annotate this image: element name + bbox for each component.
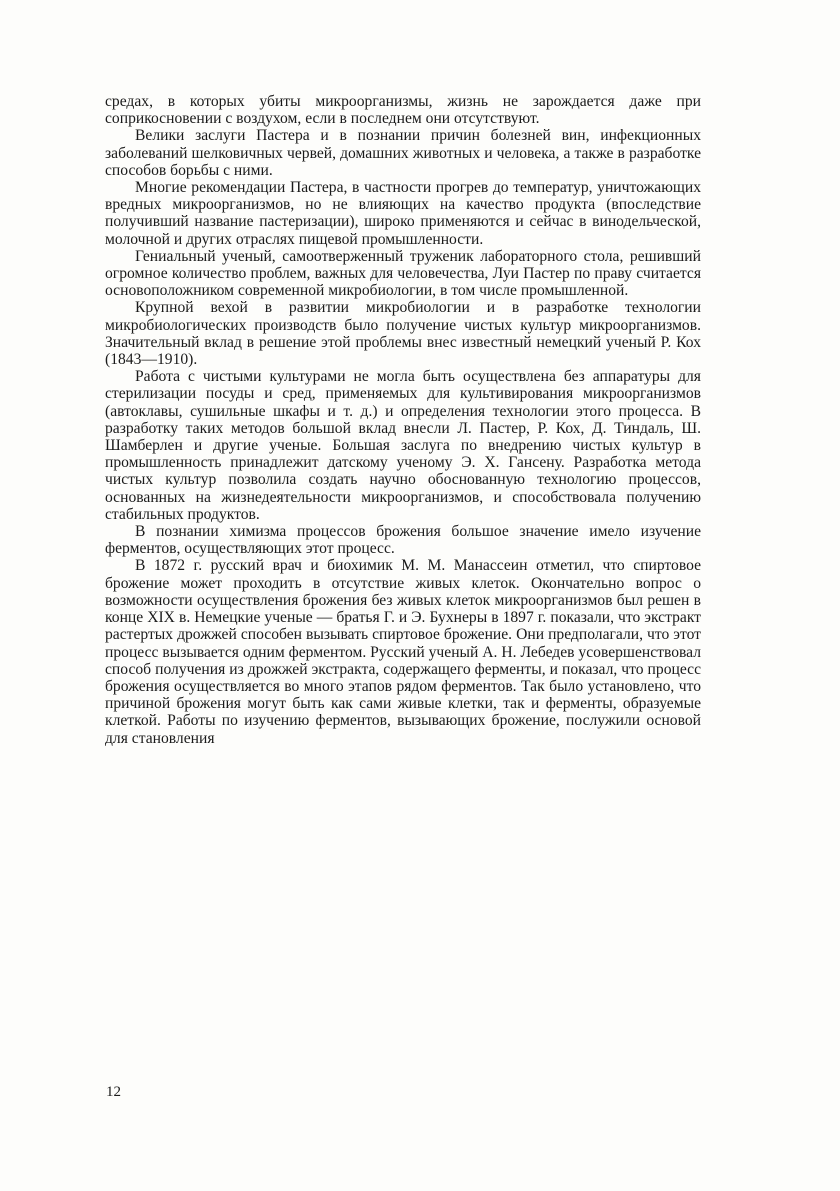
paragraph-continued: средах, в которых убиты микроорганизмы, жизнь не зарождается даже при соприкосновении с воздухом, если в последнем они отсутствуют. [105, 93, 701, 128]
paragraph-fermentation-history: В 1872 г. русский врач и биохимик М. М. Манассеин отметил, что спиртовое брожение может проходить в отсутствие живых клеток. Окончательно вопрос о возможности осуществления брожения без живых клеток микроорганизмов был решен в конце XIX в. Немецкие ученые — братья Г. и Э. Бухнеры в 1897 г. показали, что экстракт растертых дрожжей способен вызывать спиртовое брожение. Они предполагали, что этот процесс вызывается одним ферментом. Русский ученый А. Н. Лебедев усовершенствовал способ получения из дрожжей экстракта, содержащего ферменты, и показал, что процесс брожения осуществляется во много этапов рядом ферментов. Так было установлено, что причиной брожения могут быть как сами живые клетки, так и ферменты, образуемые клеткой. Работы по изучению ферментов, вызывающих брожение, послужили основой для становления [105, 557, 701, 747]
paragraph-pasteur-diseases: Велики заслуги Пастера и в познании причин болезней вин, инфекционных заболеваний шелковичных червей, домашних животных и человека, а также в разработке способов борьбы с ними. [105, 127, 701, 179]
paragraph-pasteur-founder: Гениальный ученый, самоотверженный труженик лабораторного стола, решивший огромное количество проблем, важных для человечества, Луи Пастер по праву считается основоположником современной микробиологии, в том числе промышленной. [105, 247, 701, 300]
paragraph-sterilization: Работа с чистыми культурами не могла быть осуществлена без аппаратуры для стерилизации посуды и сред, применяемых для культивирования микроорганизмов (автоклавы, сушильные шкафы и т. д.) и определения технологии этого процесса. В разработку таких методов большой вклад внесли Л. Пастер, Р. Кох, Д. Тиндаль, Ш. Шамберлен и другие ученые. Большая заслуга по внедрению чистых культур в промышленность принадлежит датскому ученому Э. Х. Гансену. Разработка метода чистых культур позволила создать научно обоснованную технологию процессов, основанных на жизнедеятельности микроорганизмов, и способствовала получению стабильных продуктов. [105, 368, 701, 523]
paragraph-enzymes: В познании химизма процессов брожения большое значение имело изучение ферментов, осуществляющих этот процесс. [105, 523, 701, 558]
page-number: 12 [106, 1084, 121, 1100]
body-text [105, 93, 701, 747]
paragraph-pure-cultures: Крупной вехой в развитии микробиологии и в разработке технологии микробиологических производств было получение чистых культур микроорганизмов. Значительный вклад в решение этой проблемы внес известный немецкий ученый Р. Кох (1843—1910). [105, 299, 701, 369]
paragraph-pasteurization: Многие рекомендации Пастера, в частности прогрев до температур, уничтожающих вредных микроорганизмов, но не влияющих на качество продукта (впоследствие получивший название пастеризации), широко применяются и сейчас в винодельческой, молочной и других отраслях пищевой промышленности. [105, 179, 701, 248]
